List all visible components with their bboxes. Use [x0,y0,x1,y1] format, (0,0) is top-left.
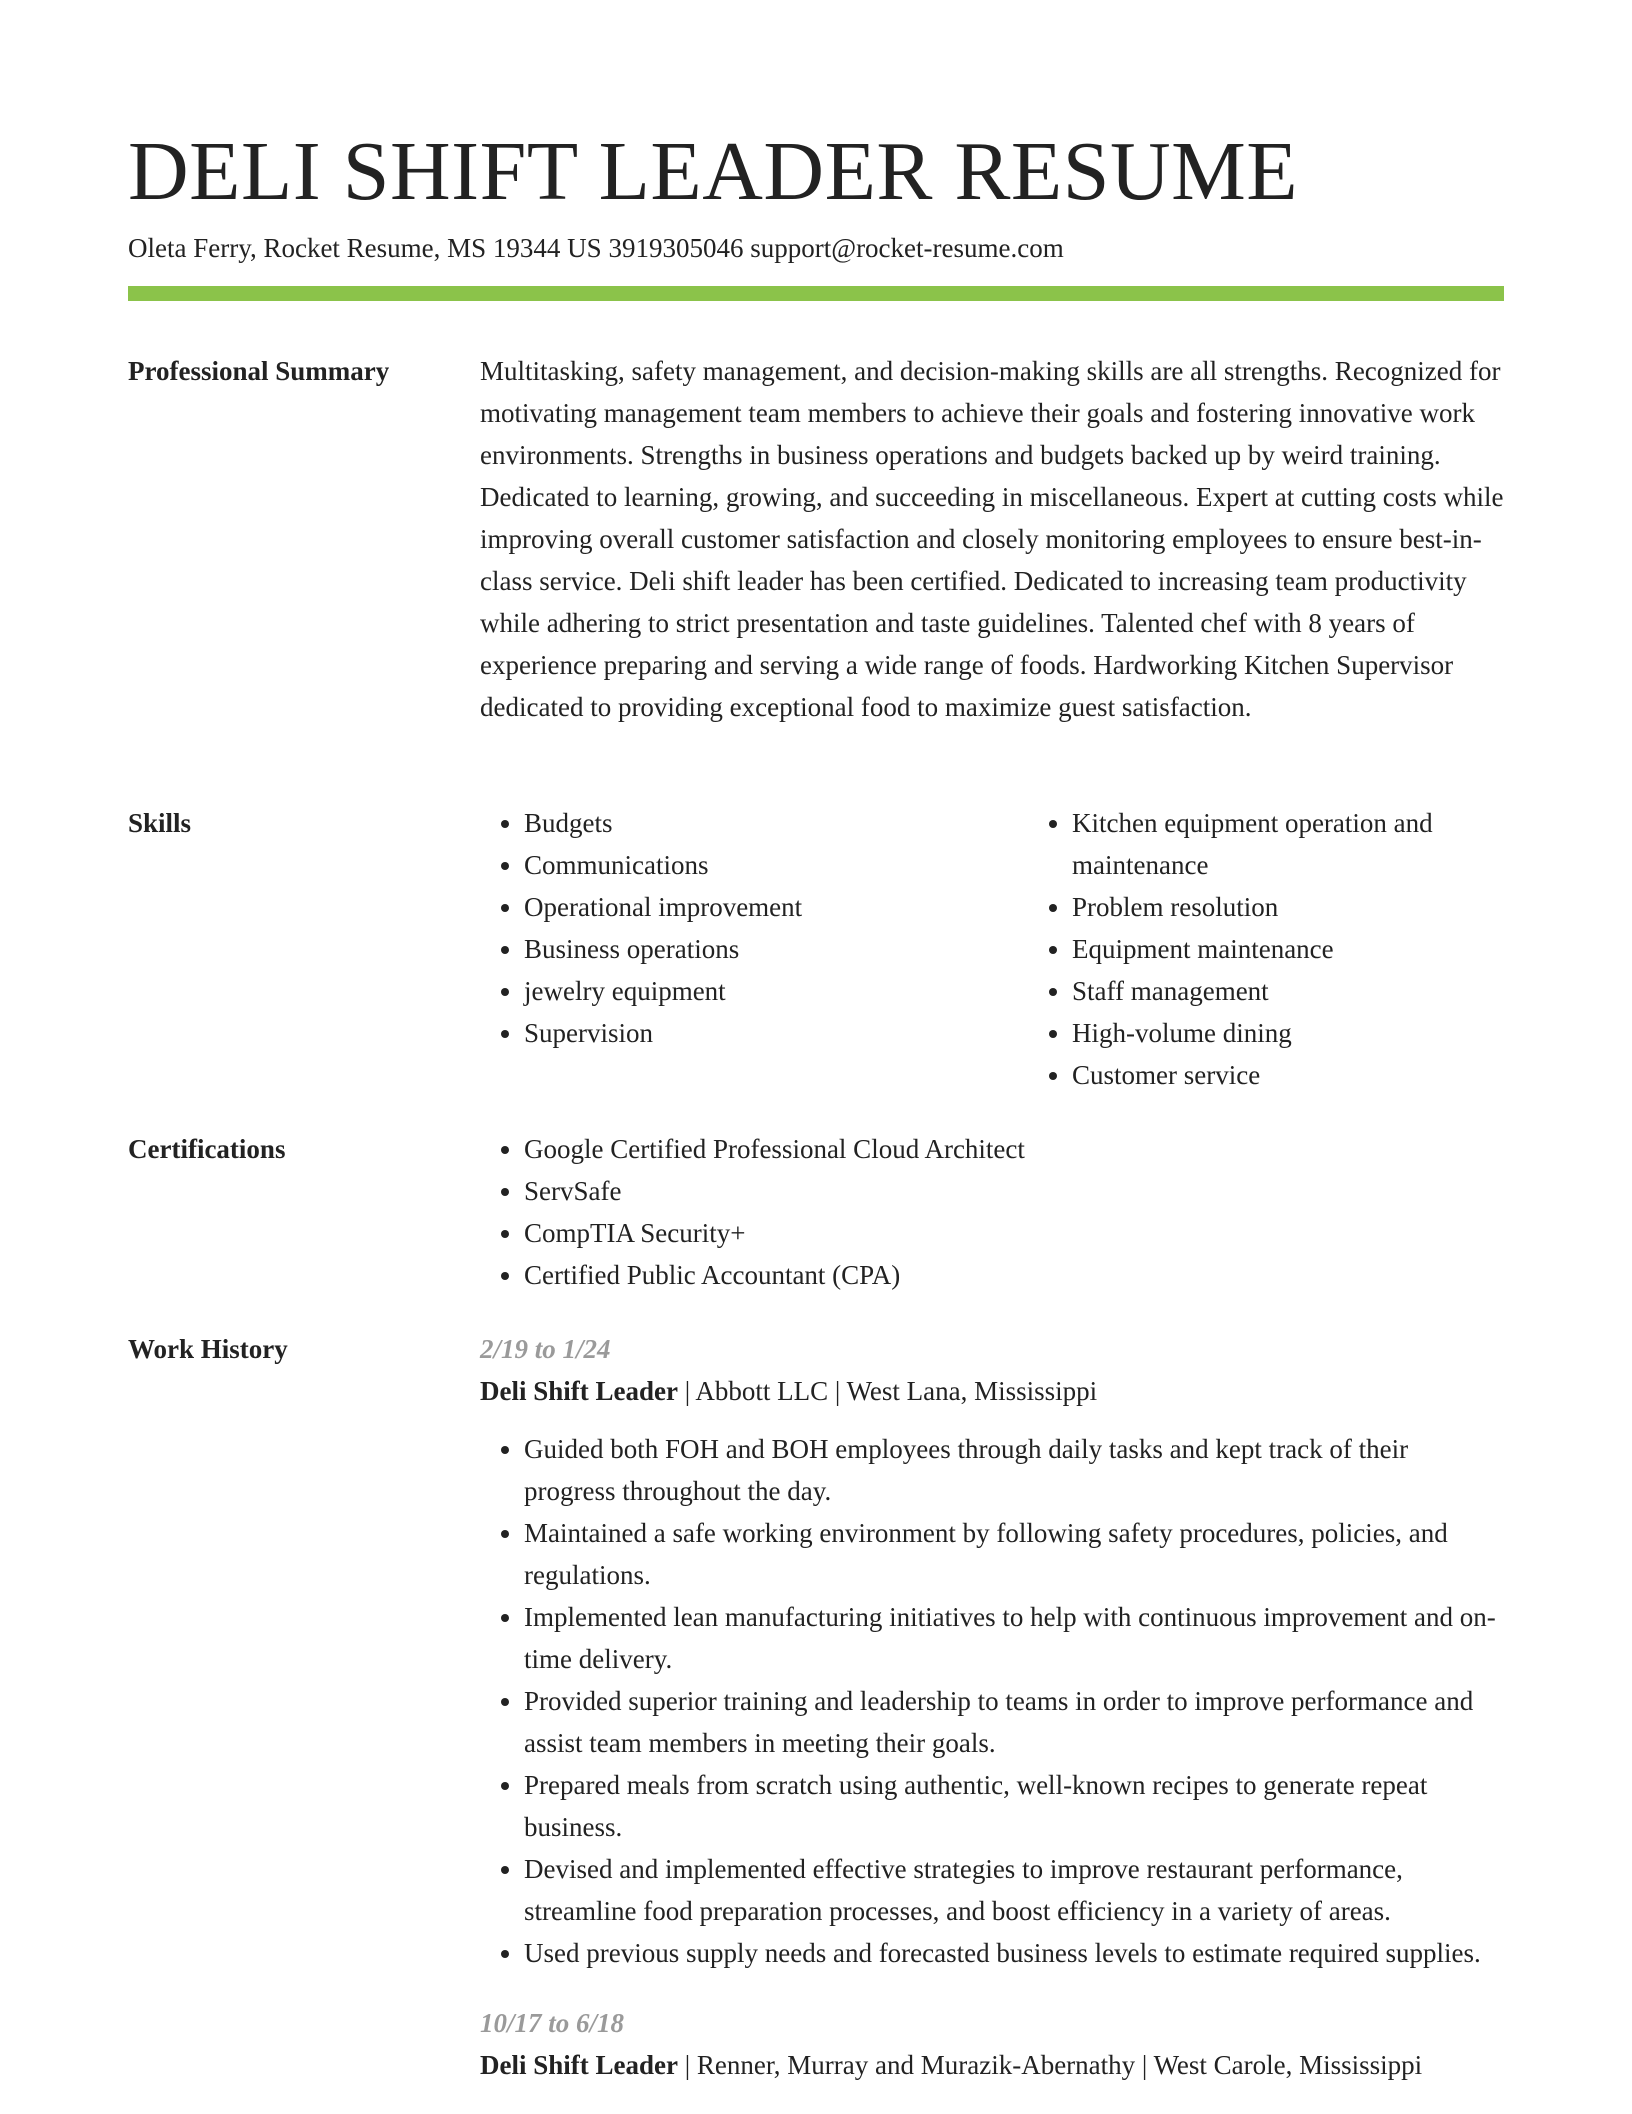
skill-item: • Budgets [524,802,984,844]
skills-heading: Skills [128,808,192,838]
job-duty: • Prepared meals from scratch using authentic, well-known recipes to generate repeat business. [524,1764,1504,1848]
certifications-list [480,1128,1504,1296]
contact-info: Oleta Ferry, Rocket Resume, MS 19344 US 3919305046 support@rocket-resume.com [128,233,1064,263]
job-entry [480,1328,1504,1974]
certification-item: • Certified Public Accountant (CPA) [524,1254,1504,1296]
certifications-heading: Certifications [128,1134,286,1164]
job-dates: 2/19 to 1/24 [480,1334,611,1364]
skill-item: • High-volume dining [1072,1012,1548,1054]
skill-item: • Equipment maintenance [1072,928,1548,970]
work-history-body [480,1328,1504,2114]
skill-item: • Problem resolution [1072,886,1548,928]
job-title: Deli Shift Leader [480,2050,678,2080]
skill-item: • Supervision [524,1012,984,1054]
summary-heading: Professional Summary [128,356,390,386]
job-duty: • Guided both FOH and BOH employees through daily tasks and kept track of their progress throughout the day. [524,1428,1504,1512]
skill-item: • Communications [524,844,984,886]
job-duty: • Devised and implemented effective strategies to improve restaurant performance, streamline food preparation processes, and boost efficiency in a variety of areas. [524,1848,1504,1932]
skill-item: • Customer service [1072,1054,1548,1096]
certification-item: • Google Certified Professional Cloud Architect [524,1128,1504,1170]
certification-item: • CompTIA Security+ [524,1212,1504,1254]
skill-item: • Kitchen equipment operation and maintenance [1072,802,1548,886]
job-entry [480,2002,1504,2086]
job-heading [480,1370,1504,1412]
job-duty: • Maintained a safe working environment by following safety procedures, policies, and regulations. [524,1512,1504,1596]
resume-title: DELI SHIFT LEADER RESUME [128,125,1299,218]
skills-list-left [480,802,984,1096]
job-heading [480,2044,1504,2086]
accent-divider [128,286,1504,301]
skill-item: • jewelry equipment [524,970,984,1012]
work-history-heading: Work History [128,1334,288,1364]
summary-body [480,350,1504,728]
job-details: | Renner, Murray and Murazik-Abernathy | West Carole, Mississippi [677,2050,1423,2080]
skills-list-right [1028,802,1548,1096]
certification-item: • ServSafe [524,1170,1504,1212]
job-title: Deli Shift Leader [480,1376,678,1406]
certifications-body [480,1128,1504,1296]
job-details: | Abbott LLC | West Lana, Mississippi [677,1376,1098,1406]
skill-item: • Staff management [1072,970,1548,1012]
summary-text: Multitasking, safety management, and decision-making skills are all strengths. Recognized for motivating management team members to achieve their goals and fostering innovative work environments. Strengths in business operations and budgets backed up by weird training. Dedicated to learning, growing, and succeeding in miscellaneous. Expert at cutting costs while improving overall customer satisfaction and closely monitoring employees to ensure best-in-class service. Deli shift leader has been certified. Dedicated to increasing team productivity while adhering to strict presentation and taste guidelines. Talented chef with 8 years of experience preparing and serving a wide range of foods. Hardworking Kitchen Supervisor dedicated to providing exceptional food to maximize guest satisfaction. [480,356,1504,722]
job-duty: • Used previous supply needs and forecasted business levels to estimate required supplies. [524,1932,1504,1974]
job-duty: • Implemented lean manufacturing initiatives to help with continuous improvement and on-time delivery. [524,1596,1504,1680]
job-duties-list [480,1428,1504,1974]
skills-body [480,802,1504,1096]
job-duty: • Provided superior training and leadership to teams in order to improve performance and assist team members in meeting their goals. [524,1680,1504,1764]
skill-item: • Business operations [524,928,984,970]
job-dates: 10/17 to 6/18 [480,2008,625,2038]
skill-item: • Operational improvement [524,886,984,928]
